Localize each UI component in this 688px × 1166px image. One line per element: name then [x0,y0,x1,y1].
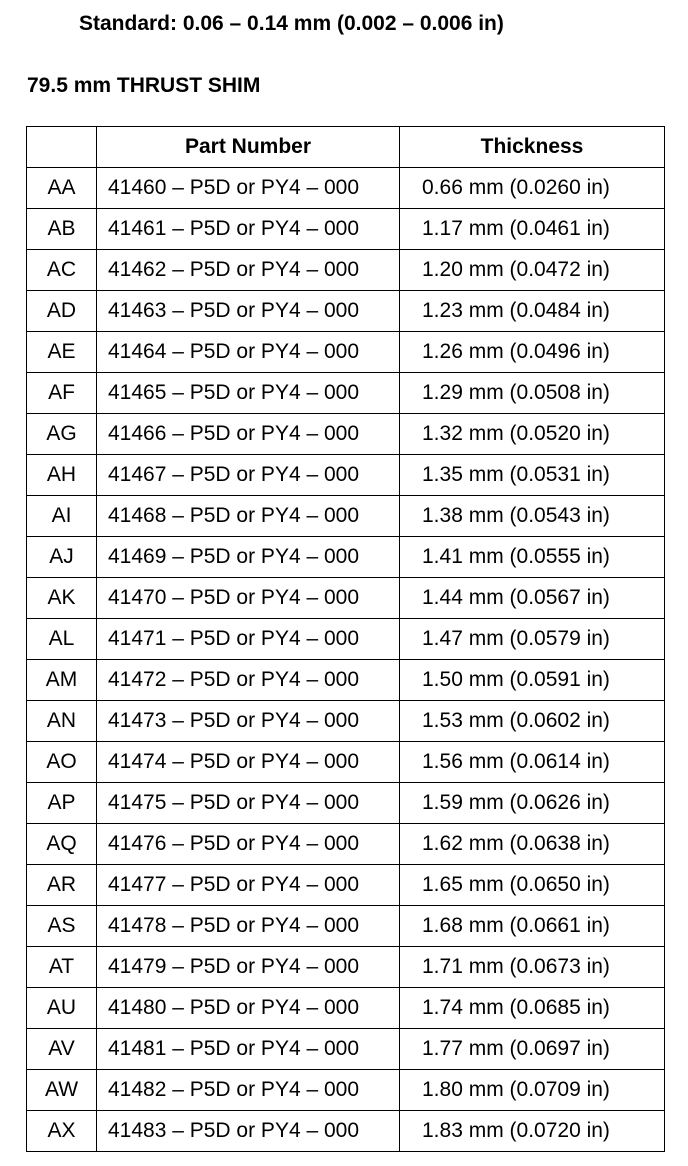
thickness-cell: 1.26 mm (0.0496 in) [400,332,665,373]
thickness-cell: 1.47 mm (0.0579 in) [400,619,665,660]
thickness-cell: 1.41 mm (0.0555 in) [400,537,665,578]
thickness-cell: 1.50 mm (0.0591 in) [400,660,665,701]
table-row [27,701,665,742]
thickness-cell: 1.44 mm (0.0567 in) [400,578,665,619]
part-number-cell: 41461 – P5D or PY4 – 000 [97,209,400,250]
shim-code-cell: AL [27,619,97,660]
thickness-cell: 1.35 mm (0.0531 in) [400,455,665,496]
part-number-cell: 41471 – P5D or PY4 – 000 [97,619,400,660]
thickness-cell: 1.56 mm (0.0614 in) [400,742,665,783]
section-title: 79.5 mm THRUST SHIM [27,74,261,97]
table-row [27,250,665,291]
part-number-cell: 41481 – P5D or PY4 – 000 [97,1029,400,1070]
thrust-shim-table [26,126,665,1152]
thickness-cell: 1.23 mm (0.0484 in) [400,291,665,332]
shim-code-cell: AX [27,1111,97,1152]
table-row [27,619,665,660]
table-row [27,496,665,537]
shim-code-cell: AR [27,865,97,906]
shim-code-cell: AO [27,742,97,783]
part-number-cell: 41468 – P5D or PY4 – 000 [97,496,400,537]
thickness-cell: 1.83 mm (0.0720 in) [400,1111,665,1152]
table-row [27,537,665,578]
part-number-cell: 41479 – P5D or PY4 – 000 [97,947,400,988]
part-number-cell: 41460 – P5D or PY4 – 000 [97,168,400,209]
shim-code-cell: AN [27,701,97,742]
shim-code-cell: AJ [27,537,97,578]
part-number-cell: 41463 – P5D or PY4 – 000 [97,291,400,332]
table-row [27,824,665,865]
part-number-cell: 41470 – P5D or PY4 – 000 [97,578,400,619]
thickness-cell: 1.68 mm (0.0661 in) [400,906,665,947]
shim-code-cell: AA [27,168,97,209]
shim-code-cell: AG [27,414,97,455]
table-header-row [27,127,665,168]
shim-code-cell: AM [27,660,97,701]
thickness-cell: 1.17 mm (0.0461 in) [400,209,665,250]
shim-code-cell: AQ [27,824,97,865]
table-body [27,168,665,1152]
part-number-cell: 41475 – P5D or PY4 – 000 [97,783,400,824]
table-row [27,906,665,947]
shim-code-cell: AF [27,373,97,414]
table-row [27,947,665,988]
table-row [27,209,665,250]
thickness-cell: 1.29 mm (0.0508 in) [400,373,665,414]
part-number-cell: 41469 – P5D or PY4 – 000 [97,537,400,578]
shim-code-cell: AD [27,291,97,332]
shim-code-cell: AB [27,209,97,250]
part-number-cell: 41480 – P5D or PY4 – 000 [97,988,400,1029]
table-row [27,865,665,906]
shim-code-cell: AE [27,332,97,373]
shim-code-cell: AS [27,906,97,947]
part-number-cell: 41473 – P5D or PY4 – 000 [97,701,400,742]
thickness-cell: 1.77 mm (0.0697 in) [400,1029,665,1070]
part-number-cell: 41467 – P5D or PY4 – 000 [97,455,400,496]
thickness-cell: 1.38 mm (0.0543 in) [400,496,665,537]
table-row [27,1029,665,1070]
header-thickness: Thickness [400,127,665,168]
thickness-cell: 0.66 mm (0.0260 in) [400,168,665,209]
part-number-cell: 41476 – P5D or PY4 – 000 [97,824,400,865]
thickness-cell: 1.74 mm (0.0685 in) [400,988,665,1029]
table-row [27,291,665,332]
shim-code-cell: AU [27,988,97,1029]
thickness-cell: 1.53 mm (0.0602 in) [400,701,665,742]
table-row [27,783,665,824]
table-row [27,578,665,619]
part-number-cell: 41482 – P5D or PY4 – 000 [97,1070,400,1111]
table-row [27,414,665,455]
part-number-cell: 41483 – P5D or PY4 – 000 [97,1111,400,1152]
thickness-cell: 1.59 mm (0.0626 in) [400,783,665,824]
part-number-cell: 41474 – P5D or PY4 – 000 [97,742,400,783]
shim-code-cell: AP [27,783,97,824]
shim-code-cell: AW [27,1070,97,1111]
part-number-cell: 41465 – P5D or PY4 – 000 [97,373,400,414]
table-row [27,660,665,701]
table-row [27,168,665,209]
part-number-cell: 41478 – P5D or PY4 – 000 [97,906,400,947]
header-code [27,127,97,168]
shim-code-cell: AI [27,496,97,537]
part-number-cell: 41472 – P5D or PY4 – 000 [97,660,400,701]
table-row [27,1070,665,1111]
thickness-cell: 1.71 mm (0.0673 in) [400,947,665,988]
part-number-cell: 41466 – P5D or PY4 – 000 [97,414,400,455]
shim-code-cell: AC [27,250,97,291]
part-number-cell: 41462 – P5D or PY4 – 000 [97,250,400,291]
thickness-cell: 1.20 mm (0.0472 in) [400,250,665,291]
shim-code-cell: AT [27,947,97,988]
thickness-cell: 1.62 mm (0.0638 in) [400,824,665,865]
thickness-cell: 1.32 mm (0.0520 in) [400,414,665,455]
table-row [27,988,665,1029]
table-row [27,455,665,496]
shim-code-cell: AH [27,455,97,496]
part-number-cell: 41477 – P5D or PY4 – 000 [97,865,400,906]
part-number-cell: 41464 – P5D or PY4 – 000 [97,332,400,373]
table-row [27,742,665,783]
thickness-cell: 1.65 mm (0.0650 in) [400,865,665,906]
table-row [27,373,665,414]
shim-code-cell: AV [27,1029,97,1070]
shim-code-cell: AK [27,578,97,619]
table-row [27,1111,665,1152]
thickness-cell: 1.80 mm (0.0709 in) [400,1070,665,1111]
header-part-number: Part Number [97,127,400,168]
table-row [27,332,665,373]
standard-clearance-text: Standard: 0.06 – 0.14 mm (0.002 – 0.006 in) [79,12,504,35]
